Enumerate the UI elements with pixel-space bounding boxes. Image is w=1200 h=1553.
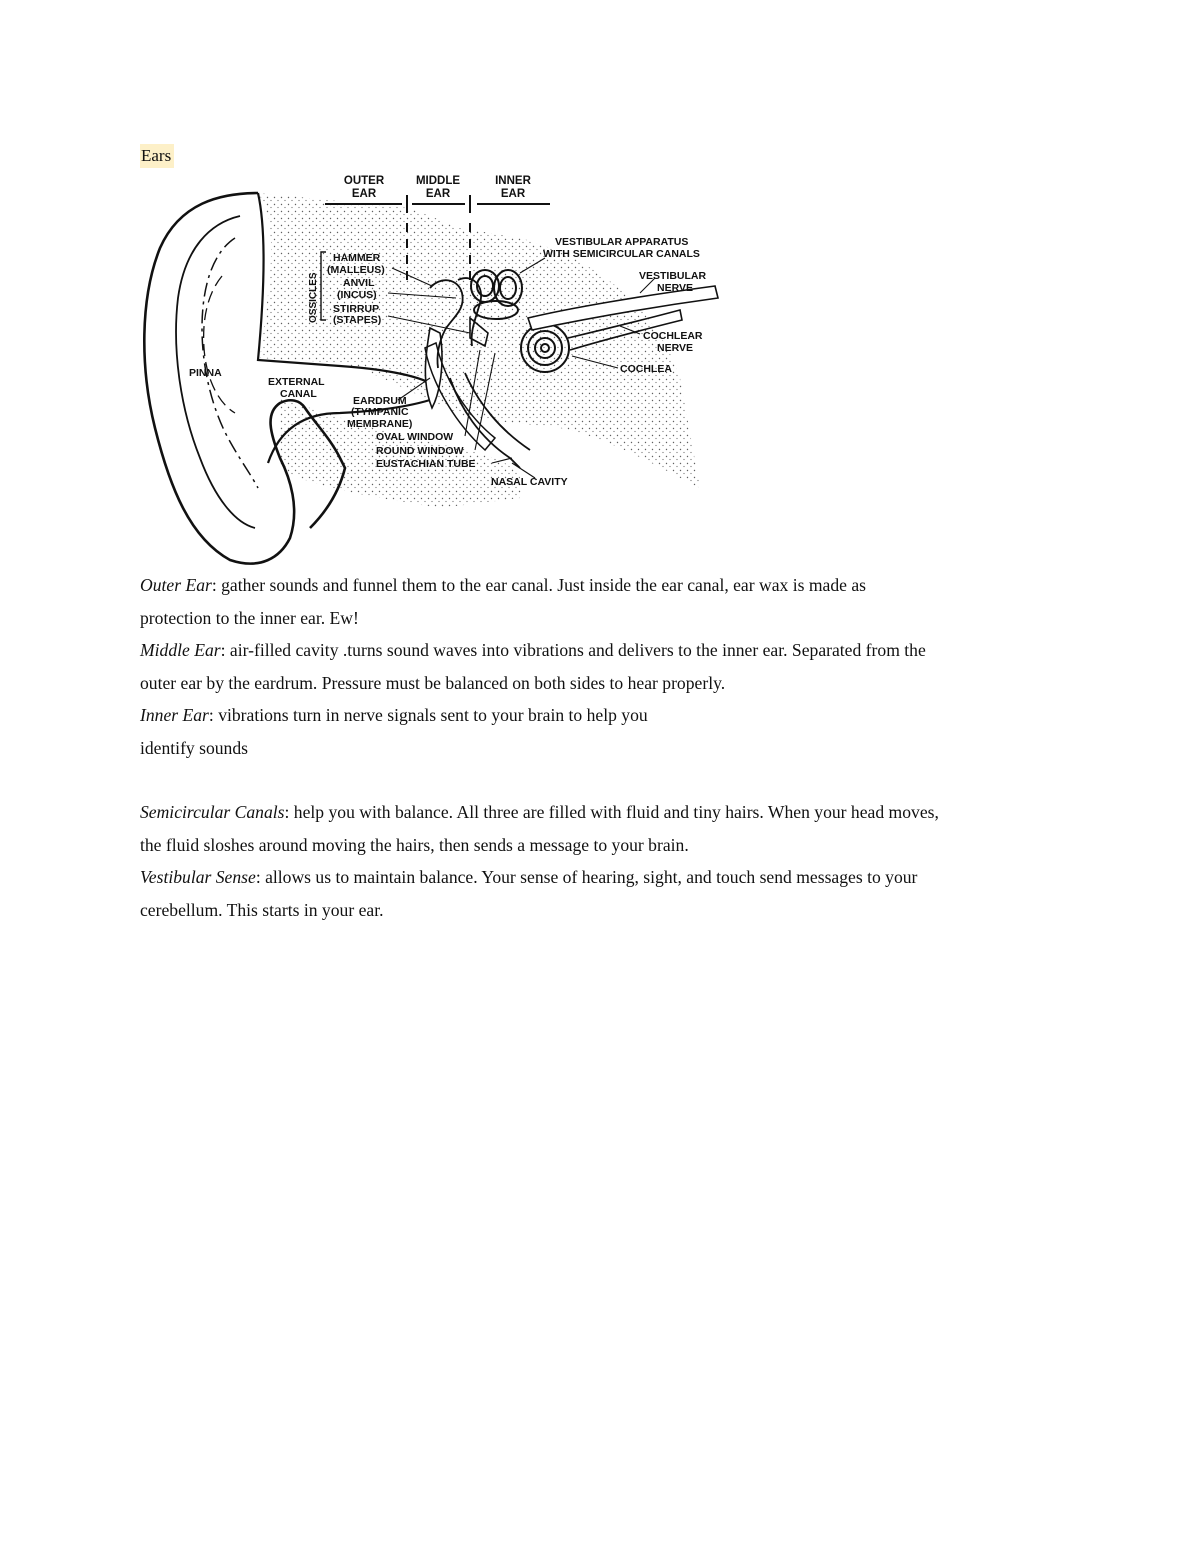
semicircular-canals-paragraph [140,796,1070,861]
vestibular-sense-text-line2: cerebellum. This starts in your ear. [140,899,384,920]
document-title: Ears [140,144,174,168]
inner-ear-text-line2: identify sounds [140,737,249,758]
inner-ear-text-line1: : vibrations turn in nerve signals sent to your brain to help you [208,705,648,725]
middle-ear-term: Middle Ear [140,640,221,660]
oval-window-label: OVAL WINDOW [376,431,454,443]
middle-ear-header-line2: EAR [425,188,451,200]
semicircular-canals-term: Semicircular Canals [140,802,285,822]
middle-ear-paragraph [140,634,1070,699]
outer-ear-header-line1: OUTER [343,175,385,187]
semicircular-canals-text-line1: : help you with balance. All three are filled with fluid and tiny hairs. When your head moves, [284,802,939,822]
hammer-label-line2: (MALLEUS) [327,264,385,276]
inner-ear-header-line1: INNER [495,175,531,187]
inner-ear-header-line2: EAR [500,188,526,200]
outer-ear-term: Outer Ear [140,575,212,595]
vestibular-sense-text-line1: : allows us to maintain balance. Your sense of hearing, sight, and touch send messages to your [255,867,918,887]
anvil-label-line1: ANVIL [343,277,375,289]
outer-ear-text-line1: : gather sounds and funnel them to the ear canal. Just inside the ear canal, ear wax is made as [211,575,866,595]
body-text [140,569,1070,926]
cochlear-nerve-label-line2: NERVE [657,342,693,354]
external-canal-label-line2: CANAL [280,388,317,400]
inner-ear-term: Inner Ear [140,705,209,725]
external-canal-label-line1: EXTERNAL [268,376,325,388]
cochlear-nerve-label-line1: COCHLEAR [643,330,703,342]
vestibular-sense-term: Vestibular Sense [140,867,256,887]
paragraph-spacer [140,764,1070,796]
cochlea-label: COCHLEA [620,363,672,375]
semicircular-canals-text-line2: the fluid sloshes around moving the hairs, then sends a message to your brain. [140,834,689,855]
vestibular-apparatus-label-line1: VESTIBULAR APPARATUS [555,236,689,248]
outer-ear-text-line2: protection to the inner ear. Ew! [140,607,359,628]
vestibular-nerve-label-line1: VESTIBULAR [639,270,707,282]
eardrum-label-line3: MEMBRANE) [347,418,413,430]
pinna-label: PINNA [189,367,222,379]
eardrum-label-line1: EARDRUM [353,395,407,407]
eardrum-label-line2: (TYMPANIC [351,406,409,418]
round-window-label: ROUND WINDOW [376,445,464,457]
middle-ear-header-line1: MIDDLE [415,175,461,187]
nasal-cavity-label: NASAL CAVITY [491,476,568,488]
vestibular-apparatus-label-line2: WITH SEMICIRCULAR CANALS [543,248,700,260]
hammer-label-line1: HAMMER [333,252,381,264]
ossicles-label: OSSICLES [308,272,319,323]
vestibular-nerve-label-line2: NERVE [657,282,693,294]
eustachian-tube-label: EUSTACHIAN TUBE [376,458,476,470]
middle-ear-text-line2: outer ear by the eardrum. Pressure must be balanced on both sides to hear properly. [140,672,726,693]
vestibular-sense-paragraph [140,861,1070,926]
outer-ear-paragraph [140,569,1070,634]
pinna-concha [204,276,235,413]
pinna-antihelix [202,238,258,488]
inner-ear-paragraph [140,699,1070,764]
stirrup-label-line1: STIRRUP [333,303,380,315]
middle-ear-text-line1: : air-filled cavity .turns sound waves into vibrations and delivers to the inner ear. Separated from the [220,640,926,660]
ear-anatomy-diagram [140,168,750,568]
outer-ear-header-line2: EAR [351,188,377,200]
anvil-label-line2: (INCUS) [337,289,377,301]
stirrup-label-line2: (STAPES) [333,314,382,326]
